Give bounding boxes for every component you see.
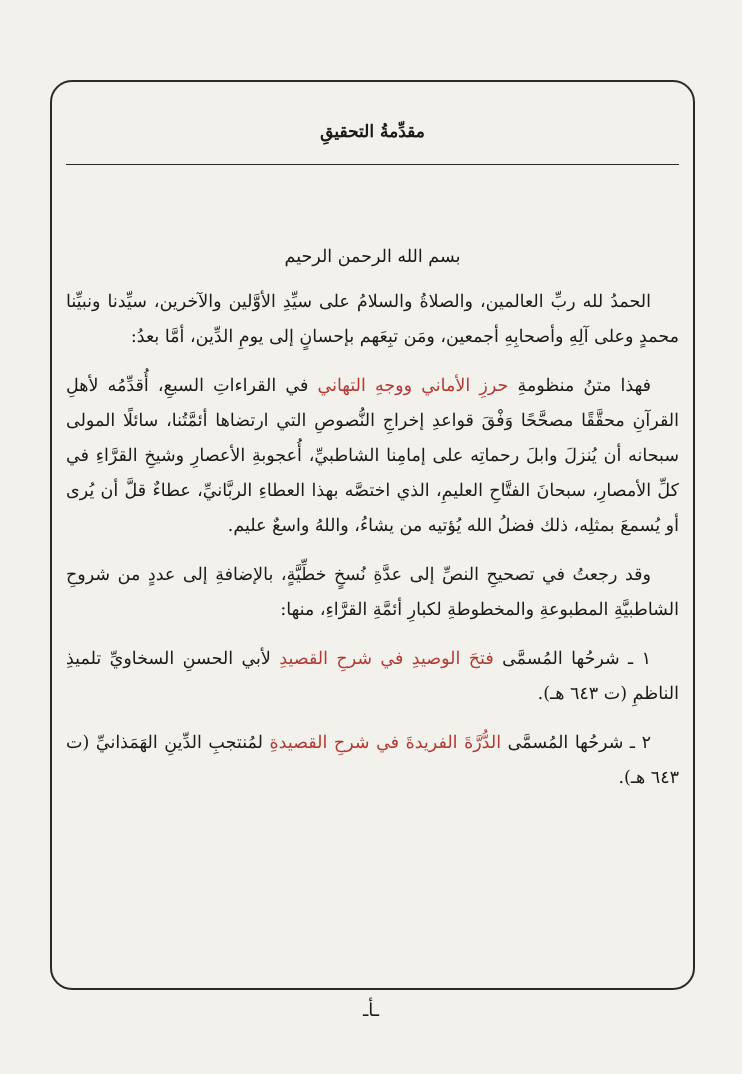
paragraph-text: في القراءاتِ السبعِ، أُقدِّمُه لأهلِ القرآنِ محقَّقًا مصحَّحًا وَفْقَ قواعدِ إخراجِ النُّصوصِ التي ارتضاها أئمَّتُنا، سائلًا المولى سبحانه أن يُنزلَ وابلَ رحماتِه على إمامِنا الشاطبيِّ، أُعجوبةِ الأعصارِ وشيخِ القرَّاءِ في كلِّ الأمصارِ، سبحانَ الفتَّاحِ العليمِ، الذي اختصَّه بهذا العطاءِ الربَّانيِّ، عطاءٌ قلَّ أن يُرى أو يُسمعَ بمثلِه، ذلك فضلُ الله يُؤتيه من يشاءُ، واللهُ واسعٌ عليم. <box>66 376 679 536</box>
page-number: ـأـ <box>362 1000 380 1021</box>
list-item-text: ١ ـ شرحُها المُسمَّى <box>493 649 651 669</box>
book-title-highlight: الدُّرَّةَ الفريدةَ في شرحِ القصيدةِ <box>269 733 502 753</box>
page-frame <box>50 80 695 990</box>
intro-paragraph: الحمدُ لله ربِّ العالمين، والصلاةُ والسلامُ على سيِّدِ الأوَّلين والآخرين، سيِّدنا ونبيِّنا محمدٍ وعلى آلِهِ وأصحابِهِ أجمعين، ومَن تبِعَهم بإحسانٍ إلى يومِ الدِّين، أمَّا بعدُ: <box>66 292 679 347</box>
paragraph-sources: وقد رجعتُ في تصحيحِ النصِّ إلى عدَّةِ نُسخٍ خطِّيَّةٍ، بالإضافةِ إلى عددٍ من شروحِ الشاطبيَّةِ المطبوعةِ والمخطوطةِ لكبارِ أئمَّةِ القرَّاءِ، منها: <box>66 565 679 620</box>
list-item-text: لأبي الحسنِ السخاويِّ تلميذِ الناظمِ (ت ٦٤٣ هـ). <box>66 649 679 704</box>
list-item-text: لمُنتجبِ الدِّينِ الهَمَذانيِّ (ت ٦٤٣ هـ). <box>66 733 679 788</box>
list-item-1 <box>66 642 679 712</box>
page-header-title: مقدِّمةُ التحقيقِ <box>320 122 425 142</box>
paragraph-text: فهذا متنُ منظومةِ <box>508 376 652 396</box>
paragraph-poem-intro <box>66 369 679 544</box>
basmala: بسم الله الرحمن الرحيم <box>284 247 461 267</box>
header-divider <box>66 164 679 165</box>
book-title-highlight: فتحَ الوصيدِ في شرحِ القصيدِ <box>279 649 494 669</box>
body-text <box>66 240 679 810</box>
list-item-2 <box>66 726 679 796</box>
poem-title-highlight: حرزِ الأماني ووجهِ التهاني <box>317 376 509 396</box>
list-item-text: ٢ ـ شرحُها المُسمَّى <box>501 733 652 753</box>
